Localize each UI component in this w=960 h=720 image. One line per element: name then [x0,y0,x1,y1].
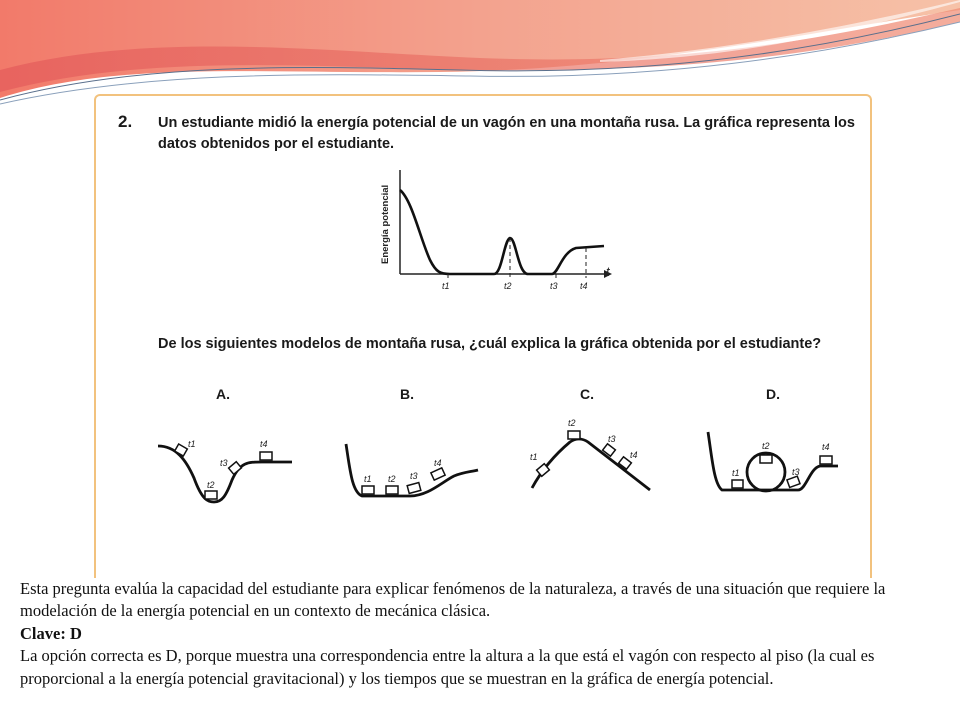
explanation [20,578,950,690]
answer-key: Clave: D [20,623,82,643]
option-b-mark-t2: t2 [388,474,396,484]
explanation-body: La opción correcta es D, porque muestra una correspondencia entre la altura a la que está el vagón con respecto al piso (la cual es proporcional a la energía potencial gravitacional) y los tiempos que se muestran en la gráfica de energía potencial. [20,646,875,688]
option-d-mark-t2: t2 [762,441,770,451]
graph-tick-t2: t2 [504,281,512,291]
option-c-mark-t4: t4 [630,450,638,460]
option-d-diagram[interactable] [700,428,850,508]
option-b-diagram[interactable] [338,430,488,510]
graph-xlabel: t [606,264,610,279]
option-a-mark-t3: t3 [220,458,228,468]
option-a-diagram[interactable] [150,430,300,510]
option-c-mark-t2: t2 [568,418,576,428]
option-c-label[interactable]: C. [580,386,594,402]
option-a-mark-t2: t2 [207,480,215,490]
option-d-mark-t4: t4 [822,442,830,452]
graph-tick-t3: t3 [550,281,558,291]
question-number: 2. [118,112,133,131]
option-c-mark-t1: t1 [530,452,538,462]
option-c-diagram[interactable] [520,414,670,504]
option-c-mark-t3: t3 [608,434,616,444]
option-a-mark-t4: t4 [260,439,268,449]
option-d-mark-t1: t1 [732,468,740,478]
option-b-mark-t4: t4 [434,458,442,468]
option-a-label[interactable]: A. [216,386,230,402]
option-a-mark-t1: t1 [188,439,196,449]
option-d-label[interactable]: D. [766,386,780,402]
explanation-intro: Esta pregunta evalúa la capacidad del estudiante para explicar fenómenos de la naturaleza, a través de una situación que requiere la modelación de la energía potencial en un contexto de mecánica clásica. [20,579,886,621]
graph-ylabel: Energía potencial [380,184,391,264]
energy-graph [372,168,622,293]
graph-tick-t1: t1 [442,281,450,291]
option-b-mark-t1: t1 [364,474,372,484]
question-text: Un estudiante midió la energía potencial de un vagón en una montaña rusa. La gráfica representa los datos obtenidos por el estudiante. [158,115,855,152]
option-b-label[interactable]: B. [400,386,414,402]
energy-curve [400,190,604,274]
option-b-mark-t3: t3 [410,471,418,481]
question-prompt: De los siguientes modelos de montaña rusa, ¿cuál explica la gráfica obtenida por el estudiante? [158,336,822,352]
graph-tick-t4: t4 [580,281,588,291]
option-d-mark-t3: t3 [792,467,800,477]
